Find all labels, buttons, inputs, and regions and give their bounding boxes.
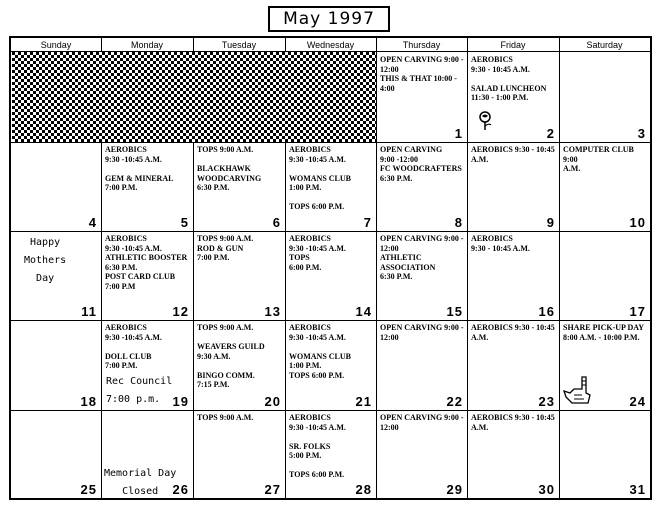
day-number: 24 bbox=[629, 394, 646, 409]
day-cell[interactable] bbox=[468, 321, 559, 410]
day-cell[interactable] bbox=[468, 143, 559, 231]
day-events: TOPS 9:00 A.M. WEAVERS GUILD 9:30 A.M. BINGO COMM. 7:15 P.M. bbox=[197, 323, 265, 389]
day-number: 28 bbox=[355, 482, 372, 497]
day-number: 5 bbox=[180, 215, 189, 230]
day-events: OPEN CARVING 9:00 -12:00 FC WOODCRAFTERS 6:30 P.M. bbox=[380, 145, 462, 183]
day-cell[interactable] bbox=[560, 143, 650, 231]
day-number: 21 bbox=[355, 394, 372, 409]
day-number: 18 bbox=[80, 394, 97, 409]
day-cell[interactable] bbox=[468, 411, 559, 498]
day-events: SHARE PICK-UP DAY 8:00 A.M. - 10:00 P.M. bbox=[563, 323, 645, 342]
day-events: AEROBICS 9:30 -10:45 A.M. WOMANS CLUB 1:00 P.M. TOPS 6:00 P.M. bbox=[289, 145, 352, 211]
hand-icon bbox=[562, 375, 592, 407]
day-header-friday: Friday bbox=[467, 38, 559, 52]
day-header-wednesday: Wednesday bbox=[285, 38, 376, 52]
day-cell[interactable] bbox=[286, 143, 376, 231]
day-number: 6 bbox=[272, 215, 281, 230]
day-number: 15 bbox=[446, 304, 463, 319]
day-number: 17 bbox=[629, 304, 646, 319]
day-cell[interactable] bbox=[560, 53, 650, 142]
day-cell[interactable] bbox=[468, 53, 559, 142]
day-events: OPEN CARVING 9:00 - 12:00 THIS & THAT 10:00 - 4:00 bbox=[380, 55, 464, 93]
day-number: 16 bbox=[538, 304, 555, 319]
day-cell[interactable] bbox=[12, 143, 101, 231]
day-events: AEROBICS 9:30 - 10:45 A.M. bbox=[471, 234, 530, 253]
day-number: 14 bbox=[355, 304, 372, 319]
handwritten-note-mothers-day: Happy Mothers Day bbox=[24, 237, 67, 284]
day-events: TOPS 9:00 A.M. ROD & GUN 7:00 P.M. bbox=[197, 234, 254, 262]
day-cell[interactable] bbox=[560, 232, 650, 320]
day-cell[interactable] bbox=[194, 321, 285, 410]
day-number: 30 bbox=[538, 482, 555, 497]
day-header-monday: Monday bbox=[101, 38, 193, 52]
day-cell[interactable] bbox=[102, 232, 193, 320]
day-cell[interactable] bbox=[12, 321, 101, 410]
day-cell[interactable] bbox=[377, 321, 467, 410]
day-events: AEROBICS 9:30 -10:45 A.M. ATHLETIC BOOSTER 6:30 P.M. POST CARD CLUB 7:00 P.M bbox=[105, 234, 188, 291]
day-header-sunday: Sunday bbox=[11, 38, 101, 52]
day-number: 11 bbox=[81, 304, 97, 319]
day-header-tuesday: Tuesday bbox=[193, 38, 285, 52]
day-number: 1 bbox=[454, 126, 463, 141]
day-cell[interactable] bbox=[102, 143, 193, 231]
day-events: AEROBICS 9:30 - 10:45 A.M. bbox=[471, 413, 555, 432]
day-cell[interactable] bbox=[194, 411, 285, 498]
day-events: TOPS 9:00 A.M. bbox=[197, 413, 254, 422]
day-events: OPEN CARVING 9:00 - 12:00 bbox=[380, 323, 464, 342]
day-events: AEROBICS 9:30 -10:45 A.M. WOMANS CLUB 1:00 P.M. TOPS 6:00 P.M. bbox=[289, 323, 352, 380]
day-number: 12 bbox=[172, 304, 189, 319]
day-cell[interactable] bbox=[377, 143, 467, 231]
day-number: 29 bbox=[446, 482, 463, 497]
day-number: 20 bbox=[264, 394, 281, 409]
day-cell[interactable] bbox=[102, 321, 193, 410]
day-number: 13 bbox=[264, 304, 281, 319]
day-cell[interactable] bbox=[286, 321, 376, 410]
handwritten-note-rec-council: Rec Council 7:00 p.m. bbox=[106, 376, 173, 405]
day-cell[interactable] bbox=[377, 411, 467, 498]
day-cell[interactable] bbox=[468, 232, 559, 320]
day-cell[interactable] bbox=[194, 232, 285, 320]
day-number: 2 bbox=[546, 126, 555, 141]
day-events: AEROBICS 9:30 -10:45 A.M. SR. FOLKS 5:00 P.M. TOPS 6:00 P.M. bbox=[289, 413, 346, 479]
rose-icon bbox=[476, 111, 494, 131]
day-number: 31 bbox=[629, 482, 646, 497]
day-number: 3 bbox=[637, 126, 646, 141]
day-events: OPEN CARVING 9:00 - 12:00 bbox=[380, 413, 464, 432]
day-cell[interactable] bbox=[194, 143, 285, 231]
day-cell[interactable] bbox=[286, 232, 376, 320]
day-events: AEROBICS 9:30 - 10:45 A.M. bbox=[471, 145, 555, 164]
blank-days-pattern bbox=[12, 52, 376, 142]
day-cell[interactable] bbox=[377, 232, 467, 320]
day-events: OPEN CARVING 9:00 - 12:00 ATHLETIC ASSOCIATION 6:30 P.M. bbox=[380, 234, 464, 281]
calendar-title: May 1997 bbox=[268, 6, 390, 32]
day-events: AEROBICS 9:30 -10:45 A.M. GEM & MINERAL 7:00 P.M. bbox=[105, 145, 174, 192]
day-events: AEROBICS 9:30 - 10:45 A.M. bbox=[471, 323, 555, 342]
calendar-grid bbox=[9, 36, 652, 500]
day-number: 7 bbox=[363, 215, 372, 230]
day-cell[interactable] bbox=[102, 411, 193, 498]
day-cell[interactable] bbox=[377, 53, 467, 142]
day-number: 22 bbox=[446, 394, 463, 409]
day-number: 26 bbox=[172, 482, 189, 497]
day-number: 4 bbox=[88, 215, 97, 230]
day-number: 9 bbox=[546, 215, 555, 230]
day-events: COMPUTER CLUB 9:00 A.M. bbox=[563, 145, 634, 173]
day-header-thursday: Thursday bbox=[376, 38, 467, 52]
day-number: 8 bbox=[454, 215, 463, 230]
day-number: 10 bbox=[629, 215, 646, 230]
day-cell[interactable] bbox=[560, 321, 650, 410]
day-events: AEROBICS 9:30 -10:45 A.M. TOPS 6:00 P.M. bbox=[289, 234, 346, 272]
day-cell[interactable] bbox=[286, 411, 376, 498]
day-cell[interactable] bbox=[12, 411, 101, 498]
day-events: AEROBICS 9:30 -10:45 A.M. DOLL CLUB 7:00 P.M. bbox=[105, 323, 162, 370]
day-number: 27 bbox=[264, 482, 281, 497]
day-cell[interactable] bbox=[12, 232, 101, 320]
day-header-saturday: Saturday bbox=[559, 38, 650, 52]
day-number: 23 bbox=[538, 394, 555, 409]
day-events: TOPS 9:00 A.M. BLACKHAWK WOODCARVING 6:30 P.M. bbox=[197, 145, 262, 192]
handwritten-note-memorial-day: Memorial Day Closed bbox=[104, 468, 177, 497]
day-events: AEROBICS 9:30 - 10:45 A.M. SALAD LUNCHEON 11:30 - 1:00 P.M. bbox=[471, 55, 547, 102]
day-number: 19 bbox=[172, 394, 189, 409]
day-cell[interactable] bbox=[560, 411, 650, 498]
day-number: 25 bbox=[80, 482, 97, 497]
